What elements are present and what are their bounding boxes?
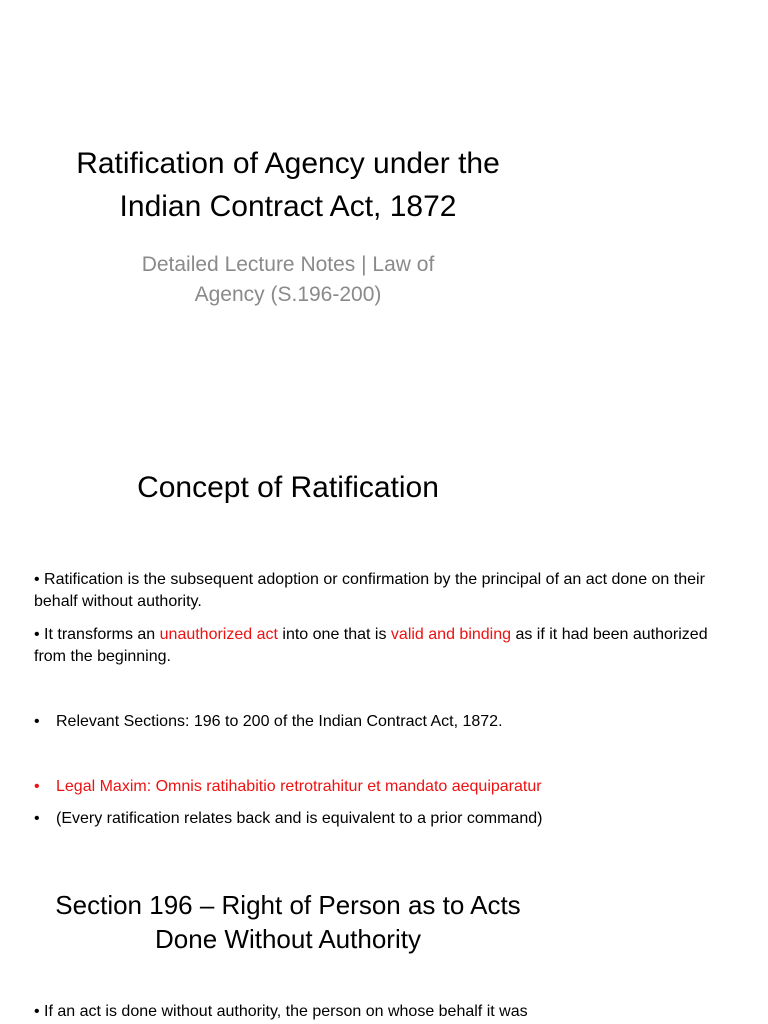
document-title bbox=[40, 142, 536, 228]
title-line-2: Indian Contract Act, 1872 bbox=[119, 190, 457, 223]
document-subtitle bbox=[100, 250, 476, 310]
list-item-maxim-translation bbox=[34, 808, 734, 830]
para2-middle: into one that is bbox=[277, 626, 391, 643]
transformation-paragraph bbox=[34, 624, 734, 668]
concept-heading: Concept of Ratification bbox=[137, 471, 439, 504]
bullet-marker: • bbox=[34, 713, 40, 730]
section-196-paragraph: • If an act is done without authority, the person on whose behalf it was bbox=[34, 1003, 528, 1020]
highlight-unauthorized-act: unauthorized act bbox=[159, 626, 278, 643]
section-heading-line-2: Done Without Authority bbox=[155, 924, 421, 954]
subtitle-line-2: Agency (S.196-200) bbox=[194, 283, 382, 306]
bullet-text: Legal Maxim: Omnis ratihabitio retrotrahitur et mandato aequiparatur bbox=[56, 778, 542, 795]
list-item-relevant-sections bbox=[34, 711, 734, 733]
subtitle-line-1: Detailed Lecture Notes | Law of bbox=[141, 253, 435, 276]
ratification-definition: • Ratification is the subsequent adoption or confirmation by the principal of an act done on their behalf without authority. bbox=[34, 571, 705, 610]
title-line-1: Ratification of Agency under the bbox=[76, 147, 500, 180]
section-196-heading bbox=[40, 888, 536, 956]
bullet-marker: • bbox=[34, 778, 40, 795]
highlight-valid-binding: valid and binding bbox=[390, 626, 512, 643]
para2-suffix: as if it had been authorized from the beginning. bbox=[34, 626, 708, 665]
section-heading-line-1: Section 196 – Right of Person as to Acts bbox=[55, 890, 521, 920]
bullet-text: (Every ratification relates back and is equivalent to a prior command) bbox=[56, 810, 543, 827]
bullet-text: Relevant Sections: 196 to 200 of the Indian Contract Act, 1872. bbox=[56, 713, 503, 730]
para2-prefix: • It transforms an bbox=[34, 626, 160, 643]
list-item-legal-maxim bbox=[34, 776, 734, 798]
bullet-marker: • bbox=[34, 810, 40, 827]
